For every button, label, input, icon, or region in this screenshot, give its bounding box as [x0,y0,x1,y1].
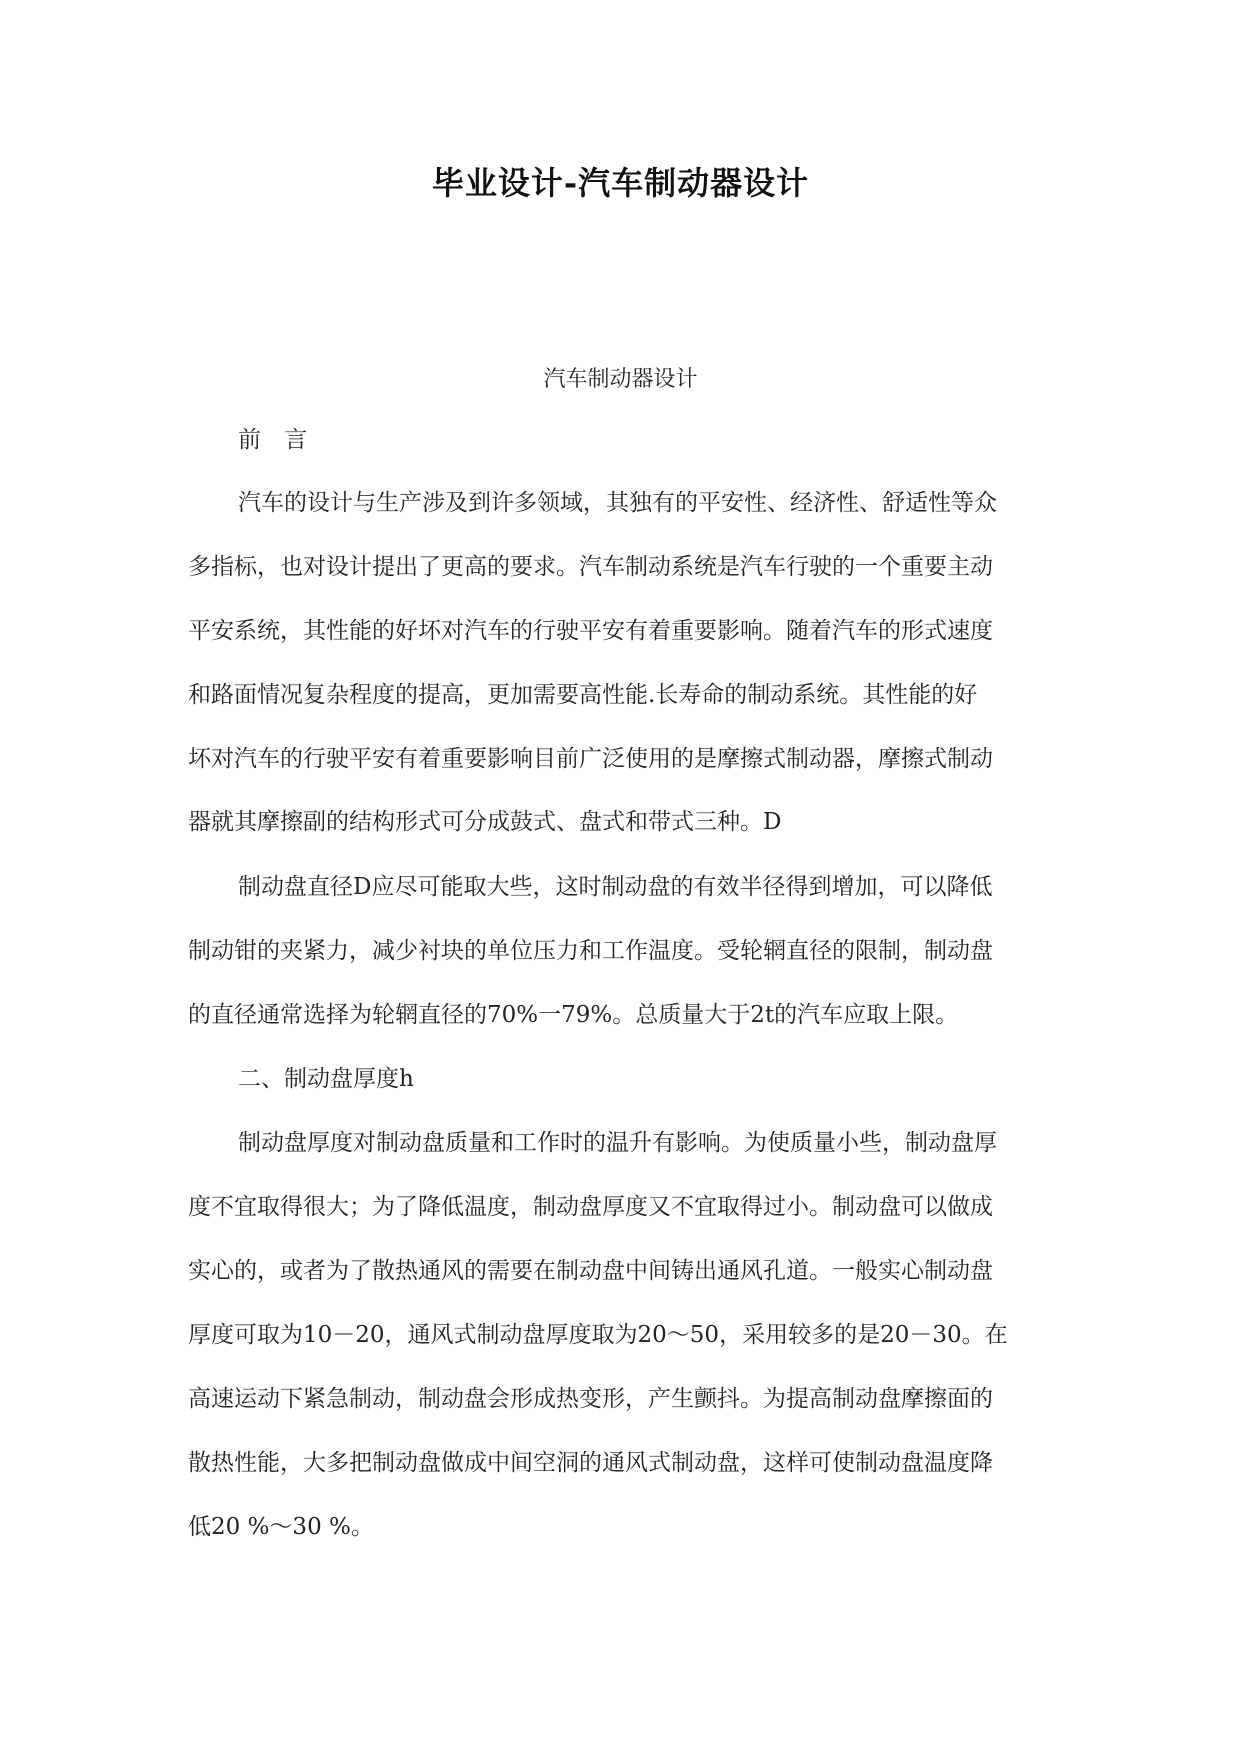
section-subtitle: 汽车制动器设计 [543,367,698,392]
preface-heading: 前 言 [238,427,316,453]
paragraph-line: 汽车的设计与生产涉及到许多领域，其独有的平安性、经济性、舒适性等众 [238,490,997,516]
paragraph-line: 坏对汽车的行驶平安有着重要影响目前广泛使用的是摩擦式制动器，摩擦式制动 [188,746,993,772]
document-title: 毕业设计-汽车制动器设计 [431,164,810,202]
paragraph-line: 厚度可取为10－20，通风式制动盘厚度取为20～50，采用较多的是20－30。在 [188,1322,1008,1348]
paragraph-line: 多指标，也对设计提出了更高的要求。汽车制动系统是汽车行驶的一个重要主动 [188,554,993,580]
section-heading-thickness: 二、制动盘厚度h [238,1066,414,1092]
paragraph-line: 制动钳的夹紧力，减少衬块的单位压力和工作温度。受轮辋直径的限制，制动盘 [188,938,993,964]
paragraph-line: 器就其摩擦副的结构形式可分成鼓式、盘式和带式三种。D [188,809,782,835]
paragraph-line: 制动盘直径D应尽可能取大些，这时制动盘的有效半径得到增加，可以降低 [238,874,993,900]
paragraph-line: 和路面情况复杂程度的提高，更加需要高性能.长寿命的制动系统。其性能的好 [188,682,978,708]
paragraph-line: 度不宜取得很大；为了降低温度，制动盘厚度又不宜取得过小。制动盘可以做成 [188,1194,993,1220]
paragraph-line: 的直径通常选择为轮辋直径的70%一79%。总质量大于2t的汽车应取上限。 [188,1002,959,1028]
paragraph-line: 高速运动下紧急制动，制动盘会形成热变形，产生颤抖。为提高制动盘摩擦面的 [188,1386,993,1412]
paragraph-line: 平安系统，其性能的好坏对汽车的行驶平安有着重要影响。随着汽车的形式速度 [188,618,993,644]
paragraph-line: 实心的，或者为了散热通风的需要在制动盘中间铸出通风孔道。一般实心制动盘 [188,1258,993,1284]
paragraph-line: 制动盘厚度对制动盘质量和工作时的温升有影响。为使质量小些，制动盘厚 [238,1130,997,1156]
paragraph-line: 低20 %～30 %。 [188,1514,374,1540]
paragraph-line: 散热性能，大多把制动盘做成中间空洞的通风式制动盘，这样可使制动盘温度降 [188,1450,993,1476]
